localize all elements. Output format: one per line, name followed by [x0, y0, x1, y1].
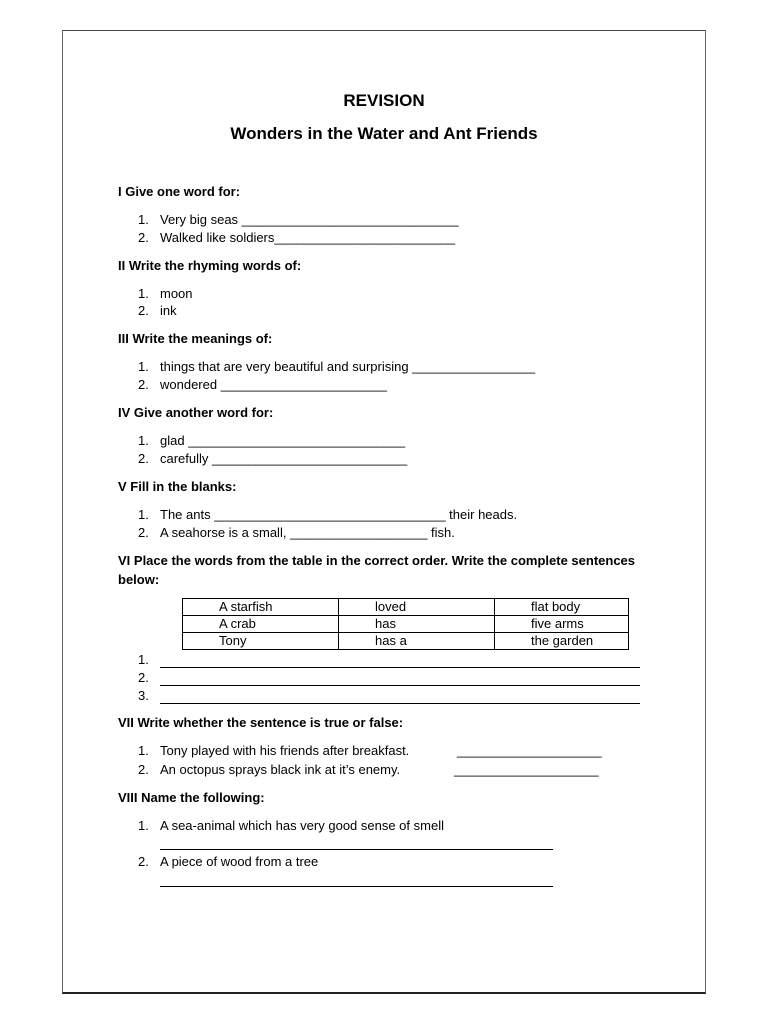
item-number: 1. — [138, 652, 149, 667]
section-1-heading: I Give one word for: — [118, 184, 241, 199]
item-number: 1. — [138, 433, 149, 448]
table-row — [183, 633, 629, 650]
table-cell: A starfish — [183, 599, 339, 616]
worksheet-page — [62, 30, 706, 994]
section-6-heading: VI Place the words from the table in the correct order. Write the complete sentences below: — [118, 553, 636, 587]
table-cell: has a — [339, 633, 495, 650]
answer-line[interactable] — [160, 849, 553, 850]
item-number: 1. — [138, 286, 149, 301]
table-cell: A crab — [183, 616, 339, 633]
section-5-heading: V Fill in the blanks: — [118, 479, 237, 494]
word-table — [182, 598, 629, 650]
table-cell: the garden — [495, 633, 629, 650]
table-row — [183, 616, 629, 633]
list-item: Tony played with his friends after breakfast. — [160, 743, 410, 758]
table-cell: loved — [339, 599, 495, 616]
list-item: wondered _______________________ — [160, 377, 387, 392]
list-item: A seahorse is a small, ___________________ fish. — [160, 525, 455, 540]
true-false-blank[interactable]: ____________________ — [457, 743, 602, 758]
answer-line[interactable] — [160, 685, 640, 686]
list-item: carefully ___________________________ — [160, 451, 408, 466]
list-item: A piece of wood from a tree — [160, 854, 319, 869]
list-item: glad ______________________________ — [160, 433, 406, 448]
item-number: 1. — [138, 818, 149, 833]
item-number: 2. — [138, 670, 149, 685]
list-item: moon — [160, 286, 193, 301]
true-false-blank[interactable]: ____________________ — [454, 762, 599, 777]
item-number: 2. — [138, 854, 149, 869]
table-cell: five arms — [495, 616, 629, 633]
item-number: 2. — [138, 451, 149, 466]
answer-line[interactable] — [160, 886, 553, 887]
list-item: things that are very beautiful and surprising _________________ — [160, 359, 536, 374]
item-number: 1. — [138, 212, 149, 227]
item-number: 2. — [138, 377, 149, 392]
table-cell: Tony — [183, 633, 339, 650]
item-number: 3. — [138, 688, 149, 703]
item-number: 1. — [138, 507, 149, 522]
answer-line[interactable] — [160, 703, 640, 704]
table-cell: flat body — [495, 599, 629, 616]
list-item: Very big seas ______________________________ — [160, 212, 459, 227]
table-cell: has — [339, 616, 495, 633]
item-number: 2. — [138, 303, 149, 318]
section-3-heading: III Write the meanings of: — [118, 331, 273, 346]
list-item: A sea-animal which has very good sense of smell — [160, 818, 444, 833]
item-number: 2. — [138, 230, 149, 245]
section-4-heading: IV Give another word for: — [118, 405, 274, 420]
section-7-heading: VII Write whether the sentence is true or false: — [118, 715, 404, 730]
item-number: 2. — [138, 762, 149, 777]
list-item: The ants ________________________________ their heads. — [160, 507, 518, 522]
item-number: 1. — [138, 743, 149, 758]
section-8-heading: VIII Name the following: — [118, 790, 265, 805]
table-row — [183, 599, 629, 616]
list-item: Walked like soldiers_________________________ — [160, 230, 456, 245]
list-item: ink — [160, 303, 177, 318]
list-item: An octopus sprays black ink at it’s enemy. — [160, 762, 401, 777]
answer-line[interactable] — [160, 667, 640, 668]
page-title: REVISION — [343, 91, 425, 110]
section-2-heading: II Write the rhyming words of: — [118, 258, 302, 273]
page-subtitle: Wonders in the Water and Ant Friends — [230, 124, 538, 143]
item-number: 1. — [138, 359, 149, 374]
item-number: 2. — [138, 525, 149, 540]
